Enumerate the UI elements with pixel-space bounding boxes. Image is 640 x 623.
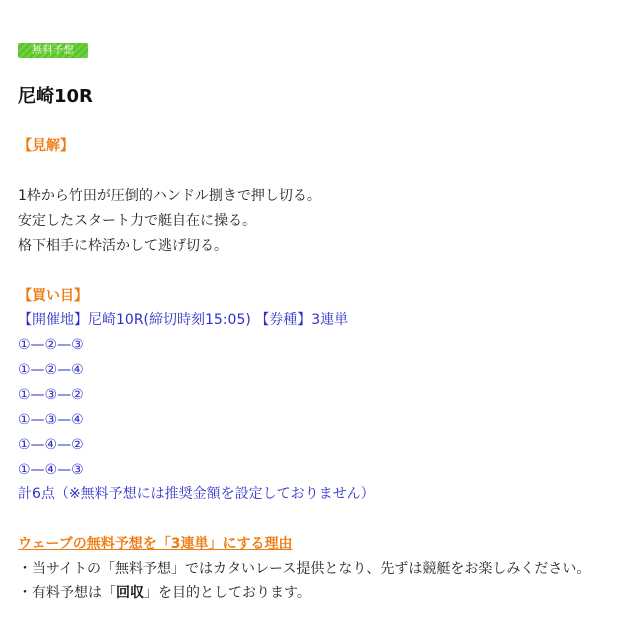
- reason-line-2-strong: 回収: [116, 585, 144, 601]
- reason-line-1: ・当サイトの「無料予想」ではカタいレース提供となり、先ずは競艇をお楽しみください。: [18, 561, 591, 577]
- free-prediction-badge: 無料予想: [18, 43, 88, 58]
- combo-2: ①—②—④: [18, 362, 84, 378]
- page-title: 尼崎10R: [18, 86, 93, 107]
- reason-line-2-suffix: 」を目的としております。: [144, 585, 311, 601]
- bets-total: 計6点（※無料予想には推奨金額を設定しておりません）: [18, 486, 375, 502]
- reason-link[interactable]: ウェーブの無料予想を「3連単」にする理由: [18, 536, 293, 552]
- bets-heading: 【買い目】: [18, 288, 88, 304]
- bets-info: 【開催地】尼崎10R(締切時刻15:05) 【券種】3連単: [18, 312, 349, 328]
- reason-line-2-prefix: ・有料予想は「: [18, 585, 116, 601]
- combo-6: ①—④—③: [18, 462, 84, 478]
- combo-1: ①—②—③: [18, 337, 84, 353]
- combo-3: ①—③—②: [18, 387, 84, 403]
- combo-5: ①—④—②: [18, 437, 84, 453]
- view-line-2: 安定したスタート力で艇自在に操る。: [18, 213, 256, 229]
- view-line-1: 1枠から竹田が圧倒的ハンドル捌きで押し切る。: [18, 188, 321, 204]
- view-line-3: 格下相手に枠活かして逃げ切る。: [18, 238, 228, 254]
- view-heading: 【見解】: [18, 138, 74, 154]
- reason-line-2: [18, 582, 311, 604]
- combo-4: ①—③—④: [18, 412, 84, 428]
